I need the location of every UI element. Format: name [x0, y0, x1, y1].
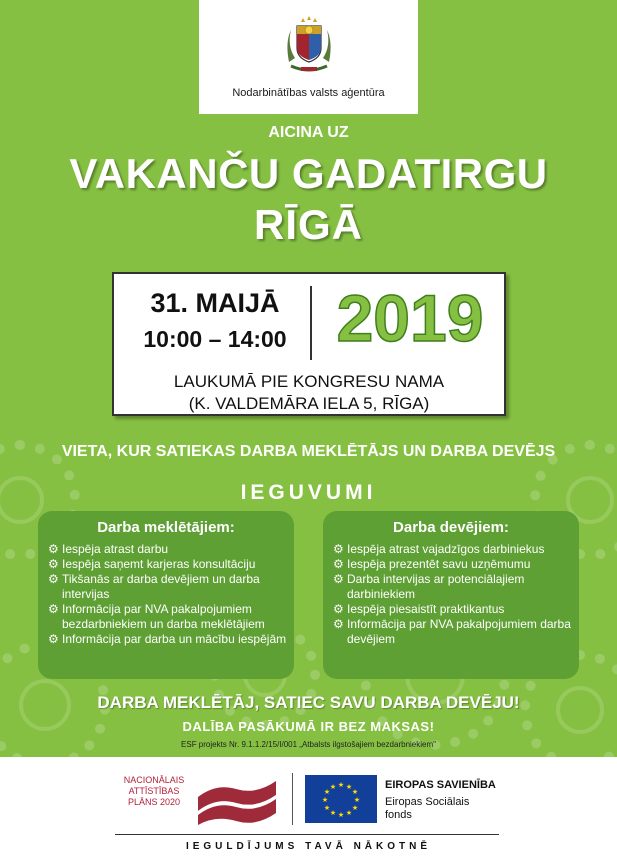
svg-text:★: ★ — [321, 796, 329, 804]
gear-icon: ⚙ — [333, 557, 344, 571]
gear-icon: ⚙ — [48, 602, 59, 616]
event-date: 31. MAIJĀ — [150, 288, 280, 318]
list-item: ⚙ Iespēja piesaistīt praktikantus — [333, 602, 505, 616]
list-item: ⚙ Darba intervijas ar potenciālajiem darbiniekiem — [333, 572, 525, 601]
gear-icon: ⚙ — [333, 572, 344, 586]
free-note: DALĪBA PASĀKUMĀ IR BEZ MAKSAS! — [182, 719, 435, 734]
svg-text:★: ★ — [351, 804, 359, 812]
gear-icon: ⚙ — [48, 557, 59, 571]
svg-text:★: ★ — [345, 809, 353, 817]
gear-icon: ⚙ — [333, 602, 344, 616]
list-item: ⚙ Iespēja atrast vajadzīgos darbiniekus — [333, 542, 545, 556]
date-divider — [310, 286, 312, 360]
list-item: ⚙ Iespēja saņemt karjeras konsultāciju — [48, 557, 256, 571]
eu-flag-icon — [305, 775, 377, 823]
job-seekers-panel — [38, 511, 294, 679]
employers-title: Darba devējiem: — [393, 519, 509, 536]
gear-icon: ⚙ — [333, 617, 344, 631]
gear-icon: ⚙ — [48, 542, 59, 556]
eu-fund-name: Eiropas Sociālais fonds — [385, 796, 470, 821]
svg-text:★: ★ — [323, 804, 331, 812]
agency-name: Nodarbinātības valsts aģentūra — [232, 87, 385, 99]
svg-text:★: ★ — [345, 783, 353, 791]
svg-text:★: ★ — [337, 781, 345, 789]
event-year: 2019 — [336, 281, 484, 355]
svg-text:★: ★ — [353, 796, 361, 804]
benefits-heading: IEGUVUMI — [240, 481, 377, 504]
tagline: VIETA, KUR SATIEKAS DARBA MEKLĒTĀJS UN DARBA DEVĒJS — [61, 443, 556, 460]
event-address: (K. VALDEMĀRA IELA 5, RĪGA) — [188, 394, 430, 413]
footer-rule — [115, 834, 499, 835]
invite-text: AICINA UZ — [268, 124, 349, 141]
date-box — [112, 272, 506, 416]
gear-icon: ⚙ — [333, 542, 344, 556]
list-item: ⚙ Informācija par NVA pakalpojumiem darba devējiem — [333, 617, 571, 646]
gear-icon: ⚙ — [48, 632, 59, 646]
nap-logo-text: NACIONĀLAIS ATTĪSTĪBAS PLĀNS 2020 — [123, 775, 185, 807]
latvia-flag-icon — [196, 775, 278, 825]
event-title-line2: RĪGĀ — [254, 201, 363, 248]
eu-title: EIROPAS SAVIENĪBA — [385, 779, 496, 791]
list-item: ⚙ Informācija par darba un mācību iespējām — [48, 632, 287, 646]
job-seekers-list — [38, 542, 294, 647]
list-item: ⚙ Tikšanās ar darba devējiem un darba intervijas — [48, 572, 260, 601]
gear-icon: ⚙ — [48, 572, 59, 586]
employers-panel — [323, 511, 579, 679]
footer-divider — [292, 773, 293, 825]
list-item: ⚙ Informācija par NVA pakalpojumiem bezdarbniekiem un darba meklētājiem — [48, 602, 265, 631]
job-seekers-title: Darba meklētājiem: — [97, 519, 235, 536]
svg-text:★: ★ — [351, 788, 359, 796]
employers-list — [323, 542, 579, 647]
list-item: ⚙ Iespēja prezentēt savu uzņēmumu — [333, 557, 531, 571]
coat-of-arms-icon — [281, 12, 337, 76]
event-place: LAUKUMĀ PIE KONGRESU NAMA — [173, 372, 445, 391]
event-title-line1: VAKANČU GADATIRGU — [69, 150, 548, 197]
event-time: 10:00 – 14:00 — [143, 326, 287, 352]
investment-slogan: IEGULDĪJUMS TAVĀ NĀKOTNĒ — [185, 841, 432, 852]
agency-logo-box — [199, 0, 418, 114]
svg-text:★: ★ — [329, 783, 337, 791]
svg-text:★: ★ — [323, 788, 331, 796]
esf-project-note: ESF projekts Nr. 9.1.1.2/15/I/001 „Atbalsts ilgstošajiem bezdarbniekiem" — [181, 740, 436, 749]
footer — [0, 757, 617, 863]
slogan: DARBA MEKLĒTĀJ, SATIEC SAVU DARBA DEVĒJU! — [97, 693, 520, 712]
svg-text:★: ★ — [337, 811, 345, 819]
svg-text:★: ★ — [329, 809, 337, 817]
list-item: ⚙ Iespēja atrast darbu — [48, 542, 169, 556]
